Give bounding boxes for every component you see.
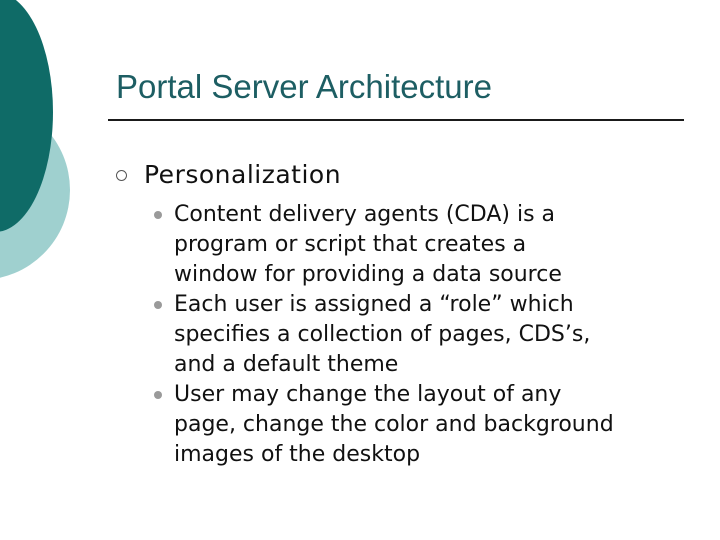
sub-bullet-item — [150, 380, 690, 470]
slide-title: Portal Server Architecture — [116, 68, 492, 105]
sub-bullet-item — [150, 200, 690, 290]
hollow-circle-bullet-icon — [116, 170, 127, 181]
sub-bullet-line: page, change the color and background — [174, 412, 614, 437]
sub-bullet-list — [150, 200, 690, 470]
sub-bullet-item — [150, 290, 690, 380]
sub-bullet-line: specifies a collection of pages, CDS’s, — [174, 322, 591, 347]
title-underline — [108, 119, 684, 121]
decorative-circles — [0, 0, 120, 300]
dot-bullet-icon — [154, 211, 162, 219]
sub-bullet-line: window for providing a data source — [174, 262, 562, 287]
dot-bullet-icon — [154, 391, 162, 399]
sub-bullet-line: images of the desktop — [174, 442, 421, 467]
sub-bullet-line: User may change the layout of any — [174, 382, 562, 407]
sub-bullet-line: Each user is assigned a “role” which — [174, 292, 574, 317]
sub-bullet-line: program or script that creates a — [174, 232, 527, 257]
bullet-label: Personalization — [144, 160, 342, 189]
sub-bullet-line: Content delivery agents (CDA) is a — [174, 202, 556, 227]
sub-bullet-line: and a default theme — [174, 352, 399, 377]
dot-bullet-icon — [154, 301, 162, 309]
